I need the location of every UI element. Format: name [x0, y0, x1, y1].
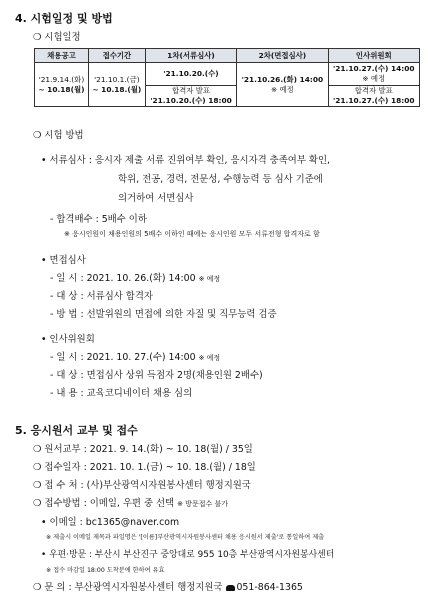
doc-result-cell: 합격자 발표 '21.10.20.(수) 18:00: [145, 86, 236, 107]
issue-line: ❍ 원서교부 : 2021. 9. 14.(화) ~ 10. 18(월) / 35일: [33, 444, 253, 455]
committee-cell: '21.10.27.(수) 14:00 ※ 예정: [328, 63, 419, 86]
doc-review-line: 의거하여 서면심사: [118, 193, 194, 204]
bullet-icon: •: [41, 155, 50, 166]
col-header: 1차(서류심사): [145, 49, 236, 63]
bullet-icon: •: [41, 517, 50, 528]
circle-bullet-icon: ❍: [33, 130, 45, 141]
doc-review-line: 학위, 전공, 경력, 전문성, 수행능력 등 심사 기준에: [118, 174, 323, 185]
method-heading: ❍ 시험 방법: [33, 130, 84, 141]
interview-date: - 일 시 : 2021. 10. 26.(화) 14:00 ※ 예정: [50, 273, 221, 284]
receipt-place: ❍ 접 수 처 : (사)부산광역시자원봉사센터 행정지원국: [33, 480, 251, 491]
doc-review-line: • 서류심사 : 응시자 제출 서류 진위여부 확인, 응시자격 충족여부 확인,: [41, 155, 330, 166]
committee-date: - 일 시 : 2021. 10. 27.(수) 14:00 ※ 예정: [50, 352, 221, 363]
contact-line: ❍ 문 의 : 부산광역시자원봉사센터 행정지원국 051-864-1365: [33, 582, 303, 593]
post-note: ※ 접수 마감일 18:00 도착분에 한하여 유효: [46, 567, 165, 574]
post-line: • 우편·방문 : 부산시 부산진구 중앙대로 955 10층 부산광역시자원봉사센터: [41, 550, 335, 560]
committee-target: - 대 상 : 면접심사 상위 득점자 2명(채용인원 2배수): [50, 370, 263, 381]
section4-title: 4. 시험일정 및 방법: [15, 12, 113, 25]
schedule-heading: ❍ 시험일정: [33, 32, 81, 43]
committee-heading: • 인사위원회: [41, 334, 95, 345]
email-line: • 이메일 : bc1365@naver.com: [41, 517, 180, 528]
pass-note: ※ 응시인원이 채용인원의 5배수 이하인 때에는 응시인원 모두 서류전형 합격자로 함: [64, 230, 320, 238]
circle-bullet-icon: ❍: [33, 444, 45, 455]
receipt-cell: '21.10.1.(금) ~ 10.18.(월): [88, 63, 145, 107]
interview-target: - 대 상 : 서류심사 합격자: [50, 291, 153, 302]
interview-method: - 방 법 : 선발위원의 면접에 의한 자질 및 직무능력 검증: [50, 309, 277, 320]
phone-icon: [226, 585, 235, 591]
col-header: 2차(면접심사): [237, 49, 328, 63]
schedule-table: [34, 48, 420, 107]
interview-heading: • 면접심사: [41, 255, 86, 266]
section5-title: 5. 응시원서 교부 및 접수: [15, 424, 138, 437]
bullet-icon: •: [41, 255, 50, 266]
committee-content: - 내 용 : 교육코디네이터 채용 심의: [50, 388, 193, 399]
committee-result-cell: 합격자 발표 '21.10.27.(수) 18:00: [328, 86, 419, 107]
circle-bullet-icon: ❍: [33, 498, 45, 509]
email-note: ※ 제출시 이메일 제목과 파일명은 '[이름]부산광역시자원봉사센터 채용 응시원서 제출'로 통일하여 제출: [46, 534, 325, 541]
bullet-icon: •: [41, 334, 50, 345]
circle-bullet-icon: ❍: [33, 480, 45, 491]
receipt-method: ❍ 접수방법 : 이메일, 우편 중 선택 ※ 방문접수 불가: [33, 498, 228, 509]
receipt-line: ❍ 접수일자 : 2021. 10. 1.(금) ~ 10. 18.(월) / 18일: [33, 462, 256, 473]
circle-bullet-icon: ❍: [33, 462, 45, 473]
doc-review-cell: '21.10.20.(수): [145, 63, 236, 86]
interview-cell: '21.10.26.(화) 14:00 ※ 예정: [237, 63, 328, 107]
col-header: 채용공고: [35, 49, 89, 63]
col-header: 접수기간: [88, 49, 145, 63]
bullet-icon: •: [41, 550, 50, 560]
pass-multiple: - 합격배수 : 5배수 이하: [50, 214, 147, 225]
circle-bullet-icon: ❍: [33, 582, 45, 593]
dash-icon: -: [50, 214, 57, 225]
posting-cell: '21.9.14.(화) ~ 10.18(월): [35, 63, 89, 107]
col-header: 인사위원회: [328, 49, 419, 63]
circle-bullet-icon: ❍: [33, 32, 45, 43]
